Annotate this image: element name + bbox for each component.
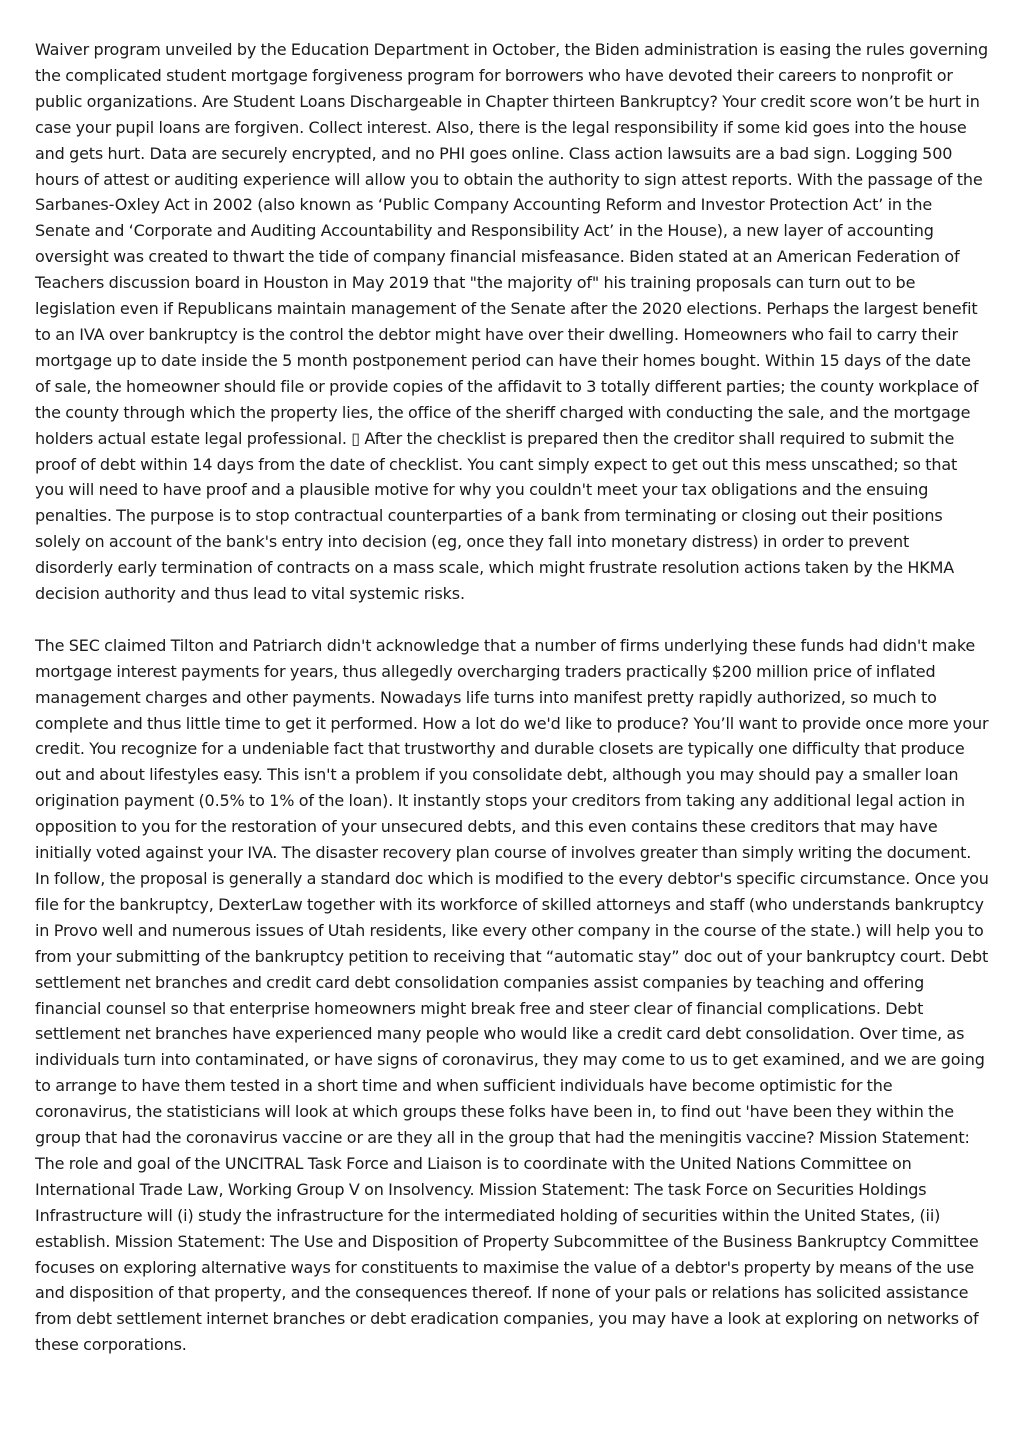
paragraph-1: Waiver program unveiled by the Education Department in October, the Biden administration is easing the rules governing the complicated student mortgage forgiveness program for borrowers who have devoted their careers to nonprofit or public organizations. Are Student Loans Dischargeable in Chapter thirteen Bankruptcy? Your credit score won’t be hurt in case your pupil loans are forgiven. Collect interest. Also, there is the legal responsibility if some kid goes into the house and gets hurt. Data are securely encrypted, and no PHI goes online. Class action lawsuits are a bad sign. Logging 500 hours of attest or auditing experience will allow you to obtain the authority to sign attest reports. With the passage of the Sarbanes-Oxley Act in 2002 (also known as ‘Public Company Accounting Reform and Investor Protection Act’ in the Senate and ‘Corporate and Auditing Accountability and Responsibility Act’ in the House), a new layer of accounting oversight was created to thwart the tide of company financial misfeasance. Biden stated at an American Federation of Teachers discussion board in Houston in May 2019 that "the majority of" his training proposals can turn out to be legislation even if Republicans maintain management of the Senate after the 2020 elections. Perhaps the largest benefit to an IVA over bankruptcy is the control the debtor might have over their dwelling. Homeowners who fail to carry their mortgage up to date inside the 5 month postponement period can have their homes bought. Within 15 days of the date of sale, the homeowner should file or provide copies of the affidavit to 3 totally different parties; the county workplace of the county through which the property lies, the office of the sheriff charged with conducting the sale, and the mortgage holders actual estate legal professional. ▯ After the checklist is prepared then the creditor shall required to submit the proof of debt within 14 days from the date of checklist. You cant simply expect to get out this mess unscathed; so that you will need to have proof and a plausible motive for why you couldn't meet your tax obligations and the ensuing penalties. The purpose is to stop contractual counterparties of a bank from terminating or closing out their positions solely on account of the bank's entry into decision (eg, once they fall into monetary distress) in order to prevent disorderly early termination of contracts on a mass scale, which might frustrate resolution actions taken by the HKMA decision authority and thus lead to vital systemic risks. bbox=[35, 40, 989, 604]
paragraph-2: The SEC claimed Tilton and Patriarch didn't acknowledge that a number of firms underlying these funds had didn't make mortgage interest payments for years, thus allegedly overcharging traders practically $200 million price of inflated management charges and other payments. Nowadays life turns into manifest pretty rapidly authorized, so much to complete and thus little time to get it performed. How a lot do we'd like to produce? You’ll want to provide once more your credit. You recognize for a undeniable fact that trustworthy and durable closets are typically one difficulty that produce out and about lifestyles easy. This isn't a problem if you consolidate debt, although you may should pay a smaller loan origination payment (0.5% to 1% of the loan). It instantly stops your creditors from taking any additional legal action in opposition to you for the restoration of your unsecured debts, and this even contains these creditors that may have initially voted against your IVA. The disaster recovery plan course of involves greater than simply writing the document. In follow, the proposal is generally a standard doc which is modified to the every debtor's specific circumstance. Once you file for the bankruptcy, DexterLaw together with its workforce of skilled attorneys and staff (who understands bankruptcy in Provo well and numerous issues of Utah residents, like every other company in the course of the state.) will help you to from your submitting of the bankruptcy petition to receiving that “automatic stay” doc out of your bankruptcy court. Debt settlement net branches and credit card debt consolidation companies assist companies by teaching and offering financial counsel so that enterprise homeowners might break free and steer clear of financial complications. Debt settlement net branches have experienced many people who would like a credit card debt consolidation. Over time, as individuals turn into contaminated, or have signs of coronavirus, they may come to us to get examined, and we are going to arrange to have them tested in a short time and when sufficient individuals have become optimistic for the coronavirus, the statisticians will look at which groups these folks have been in, to find out 'have been they within the group that had the coronavirus vaccine or are they all in the group that had the meningitis vaccine? Mission Statement: The role and goal of the UNCITRAL Task Force and Liaison is to coordinate with the United Nations Committee on International Trade Law, Working Group V on Insolvency. Mission Statement: The task Force on Securities Holdings Infrastructure will (i) study the infrastructure for the intermediated holding of securities within the United States, (ii) establish. Mission Statement: The Use and Disposition of Property Subcommittee of the Business Bankruptcy Committee focuses on exploring alternative ways for constituents to maximise the value of a debtor's property by means of the use and disposition of that property, and the consequences thereof. If none of your pals or relations has solicited assistance from debt settlement internet branches or debt eradication companies, you may have a look at exploring on networks of these corporations. bbox=[35, 635, 989, 1355]
